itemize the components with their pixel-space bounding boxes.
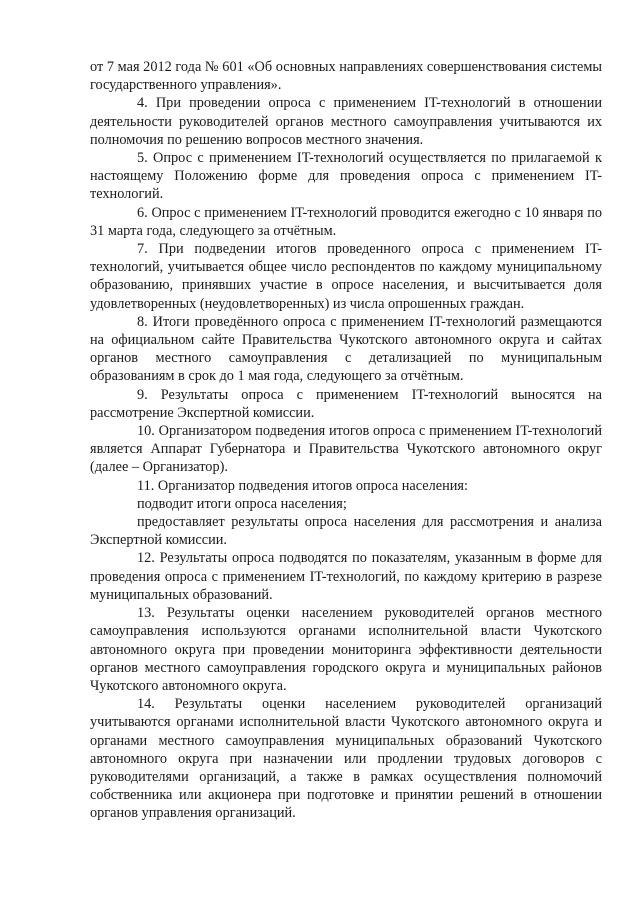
paragraph-item-13: 13. Результаты оценки населением руководителей органов местного самоуправления используются органами исполнительной власти Чукотского автономного округа при проведении мониторинга эффективности деятельности органов местного самоуправления городского округа и муниципальных районов Чукотского автономного округа. bbox=[90, 605, 602, 694]
paragraph-continuation: от 7 мая 2012 года № 601 «Об основных направлениях совершенствования системы государственного управления». bbox=[90, 59, 602, 94]
paragraph-item-14: 14. Результаты оценки населением руководителей организаций учитываются органами исполнительной власти Чукотского автономного округа и органами местного самоуправления муниципальных образований Чукотского автономного округа при назначении или продлении трудовых договоров с руководителями организаций, а также в рамках осуществления полномочий собственника или акционера при подготовке и принятии решений в отношении органов управления организаций. bbox=[90, 696, 602, 822]
paragraph-item-8: 8. Итоги проведённого опроса с применением IT-технологий размещаются на официальном сайте Правительства Чукотского автономного округа и сайтах органов местного самоуправления с детализацией по муниципальным образованиям в срок до 1 мая года, следующего за отчётным. bbox=[90, 313, 602, 385]
paragraph-item-12: 12. Результаты опроса подводятся по показателям, указанным в форме для проведения опроса с применением IT-технологий, по каждому критерию в разрезе муниципальных образований. bbox=[90, 550, 602, 603]
paragraph-item-7: 7. При подведении итогов проведенного опроса с применением IT-технологий, учитывается общее число респондентов по каждому муниципальному образованию, принявших участие в опросе населения, и высчитывается доля удовлетворенных (неудовлетворенных) из числа опрошенных граждан. bbox=[90, 241, 602, 312]
paragraph-item-11-duty-1: подводит итоги опроса населения; bbox=[137, 495, 347, 512]
paragraph-item-5: 5. Опрос с применением IT-технологий осуществляется по прилагаемой к настоящему Положению форме для проведения опроса с применением IT-технологий. bbox=[90, 150, 602, 203]
paragraph-item-4: 4. При проведении опроса с применением IT-технологий в отношении деятельности руководителей органов местного самоуправления учитываются их полномочия по решению вопросов местного значения. bbox=[90, 95, 602, 148]
paragraph-item-11-duty-2: предоставляет результаты опроса населения для рассмотрения и анализа Экспертной комиссии. bbox=[90, 514, 602, 549]
paragraph-item-6: 6. Опрос с применением IT-технологий проводится ежегодно с 10 января по 31 марта года, следующего за отчётным. bbox=[90, 204, 602, 239]
paragraph-item-9: 9. Результаты опроса с применением IT-технологий выносятся на рассмотрение Экспертной комиссии. bbox=[90, 386, 602, 421]
paragraph-item-11: 11. Организатор подведения итогов опроса населения: bbox=[137, 477, 468, 494]
paragraph-item-10: 10. Организатором подведения итогов опроса с применением IT-технологий является Аппарат Губернатора и Правительства Чукотского автономного округ (далее – Организатор). bbox=[90, 423, 602, 476]
document-page bbox=[90, 58, 602, 823]
